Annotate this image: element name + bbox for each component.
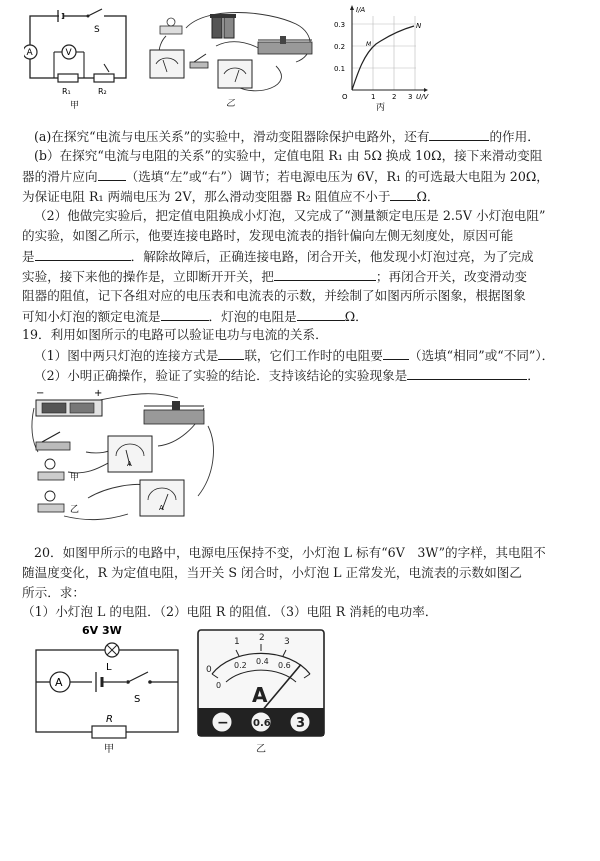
svg-text:3: 3: [408, 93, 413, 101]
svg-text:1: 1: [234, 637, 240, 647]
q19-line3: （2）小明正确操作，验证了实验的结论．支持该结论的实验现象是 ．: [34, 368, 540, 383]
svg-text:0.2: 0.2: [334, 43, 346, 51]
switch: [36, 442, 70, 450]
q18-a-line1: (a)在探究“电流与电压关系”的实验中，滑动变阻器除保护电路外，还有 的作用．: [34, 129, 540, 144]
q20-line1: 20．如图甲所示的电路中，电源电压保持不变，小灯泡 L 标有“6V 3W”的字样，其电阻不: [34, 545, 546, 560]
caption-jia: 甲: [70, 101, 80, 110]
svg-text:S: S: [134, 694, 141, 705]
q18-p2-line5: 阻器的阻值，记下各组对应的电压表和电流表的示数，并绘制了如图丙所示图象，根据图象: [22, 288, 526, 303]
svg-text:0.4: 0.4: [256, 657, 269, 666]
svg-text:V: V: [65, 48, 72, 58]
svg-text:3: 3: [296, 716, 306, 731]
q20-line2: 随温度变化，R 为定值电阻，当开关 S 闭合时，小灯泡 L 正常发光，电流表的示数如图乙: [22, 565, 522, 580]
svg-text:A: A: [127, 460, 132, 468]
svg-text:−: −: [217, 715, 229, 731]
switch-symbol: [128, 672, 148, 682]
svg-text:0.6: 0.6: [253, 718, 271, 729]
caption-q20-jia: 甲: [104, 744, 114, 755]
svg-text:A: A: [159, 504, 164, 512]
svg-text:1: 1: [371, 93, 376, 101]
answer-blank[interactable]: [429, 128, 489, 141]
q18-p2-line6: 可知小灯泡的额定电流是 ．灯泡的电阻是 Ω．: [22, 309, 368, 324]
resistor-r1: [58, 74, 78, 82]
svg-text:R₁: R₁: [62, 87, 71, 96]
svg-text:0.1: 0.1: [334, 65, 346, 73]
q20-line3: 所示．求：: [22, 585, 85, 600]
resistor-r2: [94, 74, 114, 82]
svg-text:I/A: I/A: [356, 6, 366, 14]
svg-text:R₂: R₂: [98, 87, 107, 96]
resistor-symbol: [92, 726, 126, 738]
ammeter-unit: A: [252, 683, 268, 707]
label-s: S: [94, 25, 100, 35]
svg-text:R: R: [106, 714, 113, 725]
q20-ammeter-yi: [196, 628, 328, 758]
caption-bing: 丙: [376, 103, 386, 112]
svg-text:0.3: 0.3: [334, 21, 346, 29]
answer-blank[interactable]: [218, 347, 244, 360]
figure-bing-graph: [332, 2, 432, 112]
svg-text:0: 0: [206, 665, 212, 675]
svg-text:2: 2: [259, 633, 265, 643]
answer-blank[interactable]: [297, 308, 345, 321]
answer-blank[interactable]: [390, 188, 416, 201]
answer-blank[interactable]: [161, 308, 209, 321]
answer-blank[interactable]: [407, 367, 527, 380]
svg-text:乙: 乙: [70, 505, 80, 515]
q20-line4: （1）小灯泡 L 的电阻．（2）电阻 R 的阻值．（3）电阻 R 消耗的电功率．: [22, 604, 438, 619]
q20-circuit-jia: [30, 622, 190, 758]
q19-line2: （1）图中两只灯泡的连接方式是 联，它们工作时的电阻要 （选填“相同”或“不同”）．: [34, 348, 555, 363]
battery-plus: +: [94, 388, 103, 399]
svg-text:O: O: [342, 93, 348, 101]
q18-p2-line2: 的实验，如图乙所示，他要连接电路时，发现电流表的指针偏向左侧无刻度处，原因可能: [22, 228, 514, 243]
caption-q20-yi: 乙: [256, 744, 266, 755]
rheostat: [144, 410, 204, 424]
svg-text:M: M: [366, 41, 372, 48]
q18-p2-line1: （2）他做完实验后，把定值电阻换成小灯泡，又完成了“测量额定电压是 2.5V 小灯泡电阻”: [34, 208, 546, 223]
answer-blank[interactable]: [274, 268, 376, 281]
battery-minus: −: [36, 388, 45, 399]
svg-text:N: N: [416, 22, 422, 30]
answer-blank[interactable]: [35, 248, 131, 261]
figure-yi-apparatus: [146, 6, 322, 110]
svg-text:L: L: [106, 662, 112, 673]
svg-text:A: A: [55, 676, 63, 689]
q18-b-line3: 为保证电阻 R₁ 两端电压为 2V，那么滑动变阻器 R₂ 阻值应不小于 Ω．: [22, 189, 440, 204]
svg-text:甲: 甲: [70, 473, 80, 483]
q18-p2-line3: 是 ．解除故障后，正确连接电路，闭合开关，他发现小灯泡过亮，为了完成: [22, 249, 534, 264]
svg-text:3: 3: [284, 637, 290, 647]
svg-text:0.2: 0.2: [234, 661, 247, 670]
answer-blank[interactable]: [383, 347, 409, 360]
bulb-jia: [45, 459, 55, 469]
lamp-rating: 6V 3W: [82, 624, 122, 637]
q18-b-line1: (b）在探究“电流与电阻的关系”的实验中，定值电阻 R₁ 由 5Ω 换成 10Ω，接下来滑动变阻: [34, 148, 543, 163]
figure-jia-circuit: [24, 8, 132, 110]
q19-figure: [28, 386, 224, 528]
svg-text:0: 0: [216, 681, 222, 690]
bulb-yi: [45, 491, 55, 501]
svg-text:U/V: U/V: [416, 93, 429, 101]
q18-b-line2: 器的滑片应向 （选填“左”或“右”）调节；若电源电压为 6V，R₁ 的可选最大电阻为 20Ω，: [22, 169, 549, 184]
iu-curve: [352, 26, 414, 90]
q19-line1: 19．利用如图所示的电路可以验证电功与电流的关系．: [22, 327, 328, 342]
svg-text:A: A: [26, 48, 33, 58]
caption-yi: 乙: [226, 99, 236, 109]
svg-text:0.6: 0.6: [278, 661, 291, 670]
q18-p2-line4: 实验，接下来他的操作是，立即断开开关，把 ；再闭合开关，改变滑动变: [22, 269, 527, 284]
svg-text:2: 2: [392, 93, 397, 101]
answer-blank[interactable]: [98, 168, 126, 181]
